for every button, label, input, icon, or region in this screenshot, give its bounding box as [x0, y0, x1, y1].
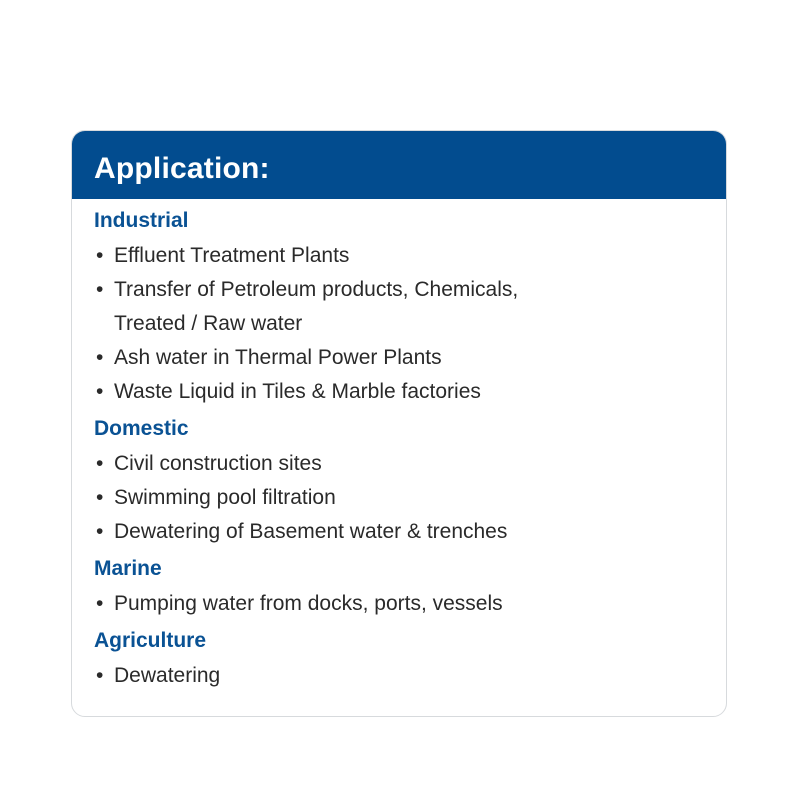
list-item — [94, 447, 704, 481]
bullet-icon: • — [96, 452, 104, 475]
section-agriculture — [94, 627, 704, 693]
bullet-icon: • — [96, 664, 104, 687]
list-item-text: Waste Liquid in Tiles & Marble factories — [114, 380, 481, 403]
list-item — [94, 239, 704, 273]
section-heading: Domestic — [94, 417, 189, 440]
list-item — [94, 273, 704, 341]
bullet-icon: • — [96, 486, 104, 509]
section-marine — [94, 555, 704, 621]
list-item — [94, 515, 704, 549]
list-item-text: Swimming pool filtration — [114, 486, 336, 509]
list-item-text: Civil construction sites — [114, 452, 322, 475]
list-item-text: Dewatering — [114, 664, 221, 687]
list-item — [94, 481, 704, 515]
bullet-icon: • — [96, 592, 104, 615]
list-item — [94, 341, 704, 375]
bullet-icon: • — [96, 380, 104, 403]
list-item-text: Ash water in Thermal Power Plants — [114, 346, 442, 369]
list-item-text: Transfer of Petroleum products, Chemicals, Treated / Raw water — [114, 278, 519, 335]
section-industrial — [94, 207, 704, 409]
section-heading: Marine — [94, 557, 162, 580]
card-header — [72, 131, 726, 199]
list-item — [94, 659, 704, 693]
section-heading: Agriculture — [94, 629, 207, 652]
section-domestic — [94, 415, 704, 549]
bullet-icon: • — [96, 346, 104, 369]
bullet-icon: • — [96, 520, 104, 543]
list-item-text: Pumping water from docks, ports, vessels — [114, 592, 503, 615]
list-item — [94, 587, 704, 621]
card-title: Application: — [94, 152, 270, 185]
application-card — [71, 130, 727, 717]
bullet-icon: • — [96, 278, 104, 301]
list-item — [94, 375, 704, 409]
list-item-text: Dewatering of Basement water & trenches — [114, 520, 508, 543]
list-item-text: Effluent Treatment Plants — [114, 244, 350, 267]
section-heading: Industrial — [94, 209, 189, 232]
bullet-icon: • — [96, 244, 104, 267]
card-body — [72, 199, 726, 693]
